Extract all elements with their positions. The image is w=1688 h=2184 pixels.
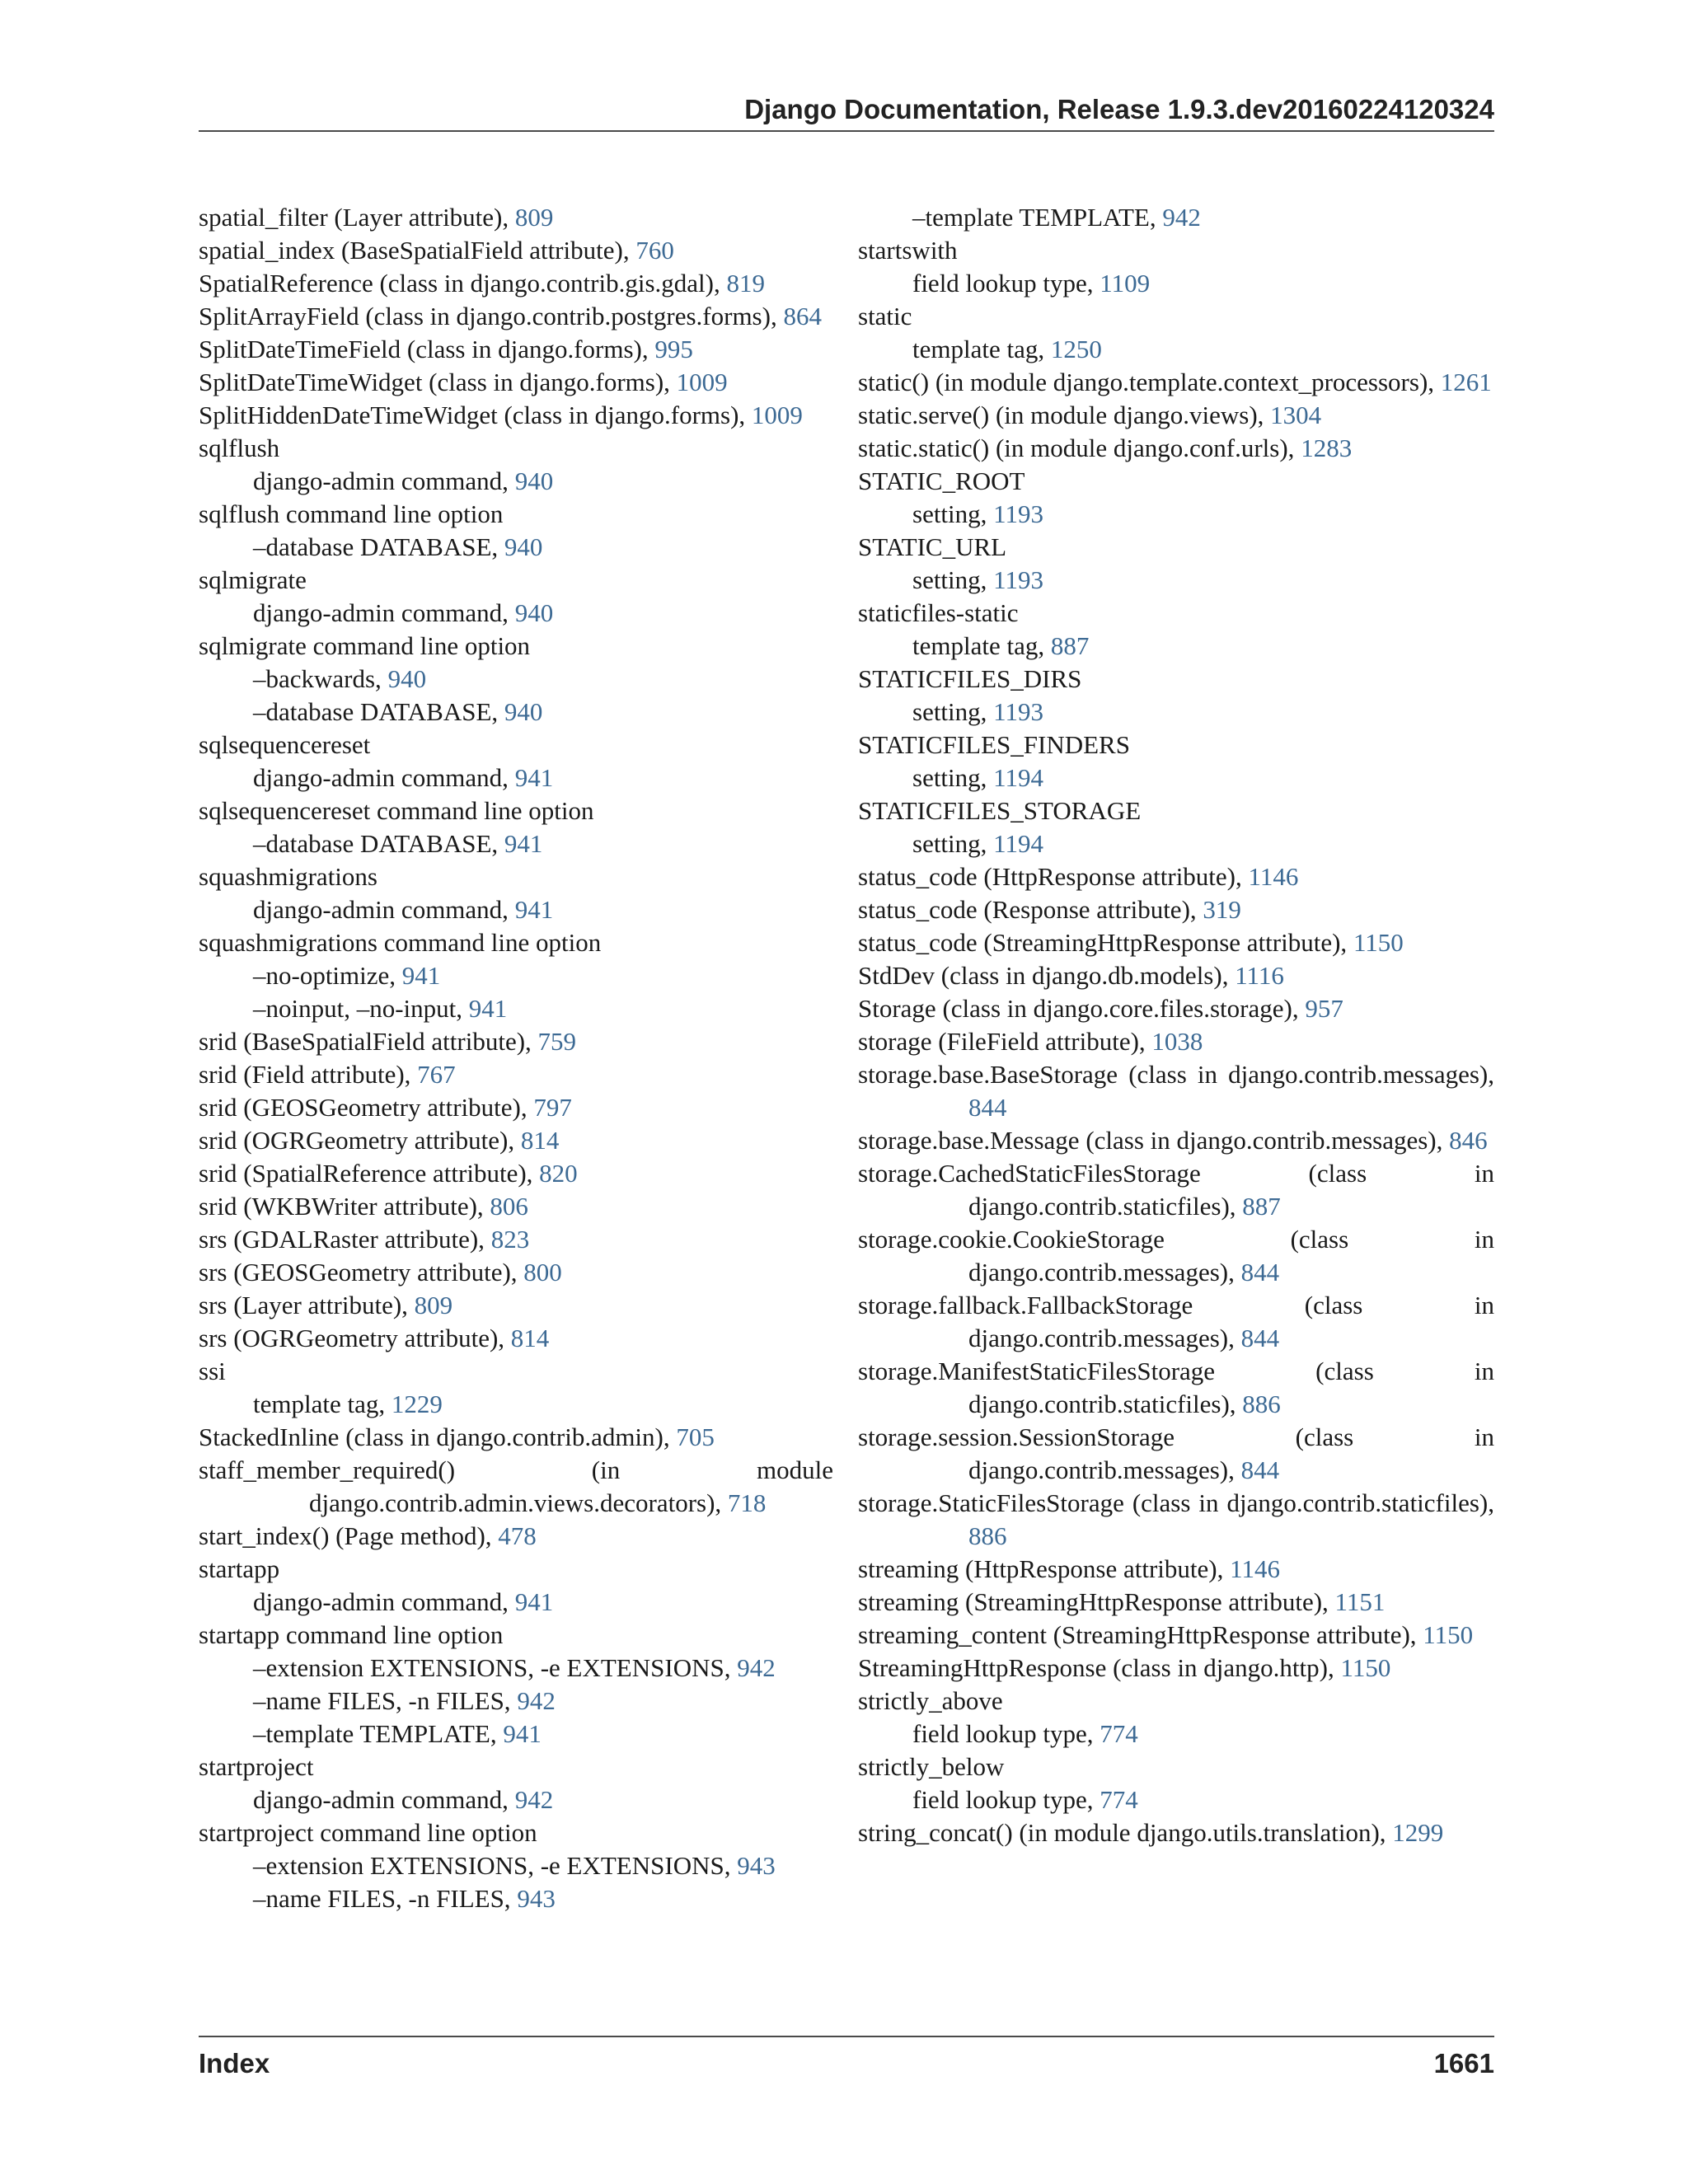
- page-number-link[interactable]: 1009: [676, 368, 728, 396]
- page-number-link[interactable]: 941: [468, 994, 508, 1023]
- page-number-link[interactable]: 814: [520, 1126, 560, 1155]
- page-number-link[interactable]: 759: [537, 1027, 577, 1056]
- page-number-link[interactable]: 1038: [1151, 1027, 1203, 1056]
- footer-page-number: 1661: [1433, 2048, 1494, 2079]
- index-entry: [199, 1025, 833, 1058]
- index-term: sqlflush command line option: [199, 499, 504, 528]
- index-term: django-admin command,: [253, 763, 515, 792]
- index-term: sqlmigrate command line option: [199, 631, 531, 660]
- index-entry: [858, 1652, 1494, 1685]
- index-term: storage.fallback.FallbackStorage (class in django.contrib.messages),: [858, 1291, 1494, 1352]
- index-term: status_code (StreamingHttpResponse attribute),: [858, 928, 1353, 957]
- index-entry: [199, 564, 833, 597]
- index-entry: [858, 1025, 1494, 1058]
- index-term: static() (in module django.template.context_processors),: [858, 368, 1441, 396]
- index-term: STATICFILES_STORAGE: [858, 796, 1142, 825]
- index-subentry: [858, 1783, 1494, 1816]
- index-term: setting,: [912, 697, 994, 726]
- index-entry: [199, 1124, 833, 1157]
- index-subentry: [199, 1783, 833, 1816]
- index-subentry: [199, 762, 833, 794]
- page-number-link[interactable]: 941: [401, 961, 441, 990]
- page-number-link[interactable]: 1304: [1270, 401, 1322, 429]
- index-term: status_code (HttpResponse attribute),: [858, 862, 1249, 891]
- index-term: srs (OGRGeometry attribute),: [199, 1324, 511, 1352]
- index-subentry: [199, 992, 833, 1025]
- index-term: STATIC_ROOT: [858, 466, 1025, 495]
- index-entry: [199, 1256, 833, 1289]
- index-term: setting,: [912, 499, 994, 528]
- index-entry: [199, 1750, 833, 1783]
- index-term: streaming_content (StreamingHttpResponse attribute),: [858, 1620, 1423, 1649]
- page-number-link[interactable]: 814: [510, 1324, 550, 1352]
- index-subentry: [199, 465, 833, 498]
- index-subentry: [199, 696, 833, 729]
- page-number-link[interactable]: 809: [514, 203, 554, 232]
- index-entry: [199, 1619, 833, 1652]
- index-term: storage.cookie.CookieStorage (class in django.contrib.messages),: [858, 1225, 1494, 1286]
- index-entry: [858, 1487, 1494, 1553]
- index-column-right: [858, 201, 1494, 1849]
- index-entry: [858, 1223, 1494, 1289]
- page-number-link[interactable]: 718: [727, 1488, 767, 1517]
- index-term: staff_member_required() (in module django.contrib.admin.views.decorators),: [199, 1455, 833, 1517]
- page-number-link[interactable]: 1299: [1392, 1818, 1444, 1847]
- index-term: srid (SpatialReference attribute),: [199, 1159, 540, 1188]
- index-term: storage.CachedStaticFilesStorage (class in django.contrib.staticfiles),: [858, 1159, 1494, 1221]
- page-number-link[interactable]: 1193: [993, 499, 1044, 528]
- page-number-link[interactable]: 942: [737, 1653, 776, 1682]
- index-term: setting,: [912, 829, 994, 858]
- index-entry: [858, 465, 1494, 498]
- index-entry: [858, 234, 1494, 267]
- index-entry: [858, 399, 1494, 432]
- index-entry: [858, 959, 1494, 992]
- index-entry: [199, 860, 833, 893]
- index-entry: [199, 1289, 833, 1322]
- index-term: sqlflush: [199, 434, 280, 462]
- page-number-link[interactable]: 941: [514, 1587, 554, 1616]
- page-number-link[interactable]: 943: [737, 1851, 776, 1880]
- index-entry: [858, 992, 1494, 1025]
- index-subentry: [858, 827, 1494, 860]
- index-term: –noinput, –no-input,: [253, 994, 469, 1023]
- index-entry: [858, 1058, 1494, 1124]
- page-number-link[interactable]: 942: [1162, 203, 1201, 232]
- page-number-link[interactable]: 1250: [1050, 335, 1102, 363]
- index-entry: [858, 597, 1494, 630]
- index-entry: [858, 663, 1494, 696]
- index-term: template tag,: [912, 335, 1051, 363]
- page-number-link[interactable]: 844: [1240, 1324, 1280, 1352]
- index-term: StdDev (class in django.db.models),: [858, 961, 1236, 990]
- page-number-link[interactable]: 1116: [1235, 961, 1284, 990]
- index-term: STATIC_URL: [858, 532, 1007, 561]
- index-term: sqlsequencereset: [199, 730, 371, 759]
- index-term: –extension EXTENSIONS, -e EXTENSIONS,: [253, 1653, 738, 1682]
- index-term: srid (GEOSGeometry attribute),: [199, 1093, 534, 1122]
- page-number-link[interactable]: 1146: [1230, 1554, 1280, 1583]
- index-entry: [199, 1454, 833, 1520]
- page-number-link[interactable]: 844: [1240, 1258, 1280, 1286]
- index-term: –template TEMPLATE,: [253, 1719, 504, 1748]
- index-entry: [858, 1685, 1494, 1718]
- index-term: SplitDateTimeField (class in django.forms),: [199, 335, 655, 363]
- index-entry: [858, 1586, 1494, 1619]
- index-term: field lookup type,: [912, 269, 1100, 298]
- page-number-link[interactable]: 941: [503, 1719, 542, 1748]
- index-entry: [858, 1124, 1494, 1157]
- page-number-link[interactable]: 319: [1203, 895, 1241, 924]
- index-term: sqlmigrate: [199, 565, 307, 594]
- page-number-link[interactable]: 942: [514, 1785, 554, 1814]
- index-subentry: [858, 267, 1494, 300]
- index-term: django-admin command,: [253, 1785, 515, 1814]
- index-entry: [858, 1553, 1494, 1586]
- page-number-link[interactable]: 1193: [993, 697, 1044, 726]
- index-term: strictly_above: [858, 1686, 1003, 1715]
- index-term: startapp: [199, 1554, 280, 1583]
- index-term: srs (Layer attribute),: [199, 1291, 415, 1319]
- index-term: storage (FileField attribute),: [858, 1027, 1152, 1056]
- index-entry: [199, 366, 833, 399]
- index-entry: [858, 366, 1494, 399]
- index-subentry: [858, 498, 1494, 531]
- index-entry: [858, 432, 1494, 465]
- index-entry: [199, 1520, 833, 1553]
- page-number-link[interactable]: 943: [517, 1884, 556, 1913]
- page-number-link[interactable]: 1261: [1440, 368, 1492, 396]
- page-number-link[interactable]: 1194: [993, 829, 1044, 858]
- index-term: field lookup type,: [912, 1719, 1100, 1748]
- page-number-link[interactable]: 760: [635, 236, 674, 265]
- index-subentry: [858, 1718, 1494, 1750]
- page-number-link[interactable]: 820: [539, 1159, 578, 1188]
- index-entry: [858, 926, 1494, 959]
- index-entry: [858, 300, 1494, 333]
- page-number-link[interactable]: 1283: [1301, 434, 1353, 462]
- page-number-link[interactable]: 800: [523, 1258, 562, 1286]
- index-entry: [199, 201, 833, 234]
- index-entry: [199, 399, 833, 432]
- index-subentry: [858, 630, 1494, 663]
- page-number-link[interactable]: 774: [1100, 1785, 1138, 1814]
- page-number-link[interactable]: 806: [490, 1192, 528, 1221]
- index-entry: [858, 1816, 1494, 1849]
- index-subentry: [199, 1718, 833, 1750]
- page-number-link[interactable]: 941: [514, 763, 554, 792]
- index-term: spatial_filter (Layer attribute),: [199, 203, 515, 232]
- index-term: squashmigrations command line option: [199, 928, 602, 957]
- index-term: field lookup type,: [912, 1785, 1100, 1814]
- page-number-link[interactable]: 767: [417, 1060, 456, 1089]
- index-term: –name FILES, -n FILES,: [253, 1884, 518, 1913]
- index-entry: [199, 729, 833, 762]
- page-number-link[interactable]: 797: [533, 1093, 572, 1122]
- index-term: srs (GDALRaster attribute),: [199, 1225, 491, 1254]
- index-entry: [858, 1289, 1494, 1355]
- index-term: STATICFILES_FINDERS: [858, 730, 1130, 759]
- page-number-link[interactable]: 940: [504, 532, 543, 561]
- index-subentry: [199, 1685, 833, 1718]
- index-subentry: [858, 201, 1494, 234]
- index-entry: [858, 729, 1494, 762]
- index-entry: [199, 1157, 833, 1190]
- index-term: startproject command line option: [199, 1818, 537, 1847]
- index-term: –database DATABASE,: [253, 697, 504, 726]
- index-term: –database DATABASE,: [253, 532, 504, 561]
- index-entry: [199, 333, 833, 366]
- page-number-link[interactable]: 846: [1449, 1126, 1488, 1155]
- index-column-left: [199, 201, 833, 1915]
- index-entry: [858, 860, 1494, 893]
- index-term: STATICFILES_DIRS: [858, 664, 1082, 693]
- page-number-link[interactable]: 1151: [1334, 1587, 1386, 1616]
- index-term: spatial_index (BaseSpatialField attribute),: [199, 236, 636, 265]
- index-term: string_concat() (in module django.utils.translation),: [858, 1818, 1393, 1847]
- page-number-link[interactable]: 1009: [751, 401, 803, 429]
- page-number-link[interactable]: 844: [968, 1093, 1007, 1122]
- index-entry: [858, 531, 1494, 564]
- index-subentry: [199, 959, 833, 992]
- page-number-link[interactable]: 774: [1100, 1719, 1138, 1748]
- index-subentry: [199, 1586, 833, 1619]
- page-number-link[interactable]: 844: [1240, 1455, 1280, 1484]
- running-footer: [199, 2036, 1494, 2090]
- page-number-link[interactable]: 478: [498, 1521, 537, 1550]
- page-number-link[interactable]: 957: [1305, 994, 1343, 1023]
- index-term: srid (BaseSpatialField attribute),: [199, 1027, 538, 1056]
- page-number-link[interactable]: 941: [504, 829, 543, 858]
- index-entry: [858, 1157, 1494, 1223]
- index-term: static.serve() (in module django.views),: [858, 401, 1271, 429]
- index-subentry: [858, 696, 1494, 729]
- index-term: srid (WKBWriter attribute),: [199, 1192, 490, 1221]
- index-entry: [199, 1322, 833, 1355]
- index-term: static: [858, 302, 912, 330]
- index-term: template tag,: [253, 1390, 392, 1418]
- page-number-link[interactable]: 1109: [1100, 269, 1151, 298]
- page-number-link[interactable]: 887: [1050, 631, 1090, 660]
- index-entry: [199, 630, 833, 663]
- index-term: srid (Field attribute),: [199, 1060, 418, 1089]
- page-number-link[interactable]: 1193: [993, 565, 1044, 594]
- index-subentry: [199, 531, 833, 564]
- index-term: –template TEMPLATE,: [912, 203, 1163, 232]
- index-entry: [858, 1355, 1494, 1421]
- index-entry: [199, 926, 833, 959]
- index-subentry: [199, 597, 833, 630]
- index-entry: [858, 794, 1494, 827]
- page-number-link[interactable]: 809: [414, 1291, 453, 1319]
- page-number-link[interactable]: 1194: [993, 763, 1044, 792]
- index-term: –backwards,: [253, 664, 388, 693]
- index-subentry: [199, 663, 833, 696]
- page-number-link[interactable]: 887: [1242, 1192, 1281, 1221]
- index-entry: [199, 300, 833, 333]
- index-entry: [199, 267, 833, 300]
- index-term: Storage (class in django.core.files.storage),: [858, 994, 1306, 1023]
- index-entry: [199, 1421, 833, 1454]
- index-term: startproject: [199, 1752, 314, 1781]
- index-entry: [199, 1816, 833, 1849]
- page-number-link[interactable]: 942: [517, 1686, 556, 1715]
- index-entry: [199, 234, 833, 267]
- index-term: django-admin command,: [253, 466, 515, 495]
- index-term: –database DATABASE,: [253, 829, 504, 858]
- index-entry: [858, 1619, 1494, 1652]
- index-term: static.static() (in module django.conf.urls),: [858, 434, 1301, 462]
- index-subentry: [858, 564, 1494, 597]
- index-term: start_index() (Page method),: [199, 1521, 499, 1550]
- page-number-link[interactable]: 995: [654, 335, 693, 363]
- index-entry: [858, 1750, 1494, 1783]
- index-subentry: [858, 762, 1494, 794]
- index-term: setting,: [912, 565, 994, 594]
- page-number-link[interactable]: 823: [490, 1225, 530, 1254]
- index-term: srs (GEOSGeometry attribute),: [199, 1258, 524, 1286]
- index-entry: [199, 1223, 833, 1256]
- index-term: setting,: [912, 763, 994, 792]
- page-number-link[interactable]: 1150: [1340, 1653, 1391, 1682]
- index-subentry: [199, 1388, 833, 1421]
- header-title: Django Documentation, Release 1.9.3.dev20160224120324: [744, 94, 1494, 124]
- page-number-link[interactable]: 940: [504, 697, 543, 726]
- index-entry: [199, 794, 833, 827]
- page-number-link[interactable]: 886: [968, 1521, 1007, 1550]
- index-term: streaming (HttpResponse attribute),: [858, 1554, 1231, 1583]
- index-term: storage.base.BaseStorage (class in django.contrib.messages),: [858, 1060, 1494, 1089]
- index-term: StreamingHttpResponse (class in django.http),: [858, 1653, 1341, 1682]
- index-term: SplitHiddenDateTimeWidget (class in django.forms),: [199, 401, 752, 429]
- index-term: SplitArrayField (class in django.contrib.postgres.forms),: [199, 302, 784, 330]
- index-entry: [199, 1355, 833, 1388]
- index-term: template tag,: [912, 631, 1051, 660]
- index-term: storage.session.SessionStorage (class in django.contrib.messages),: [858, 1422, 1494, 1484]
- index-entry: [199, 432, 833, 465]
- index-entry: [199, 498, 833, 531]
- index-term: SpatialReference (class in django.contrib.gis.gdal),: [199, 269, 727, 298]
- index-subentry: [199, 827, 833, 860]
- index-term: StackedInline (class in django.contrib.admin),: [199, 1422, 677, 1451]
- index-subentry: [858, 333, 1494, 366]
- index-term: staticfiles-static: [858, 598, 1019, 627]
- running-header: [199, 89, 1494, 132]
- page-number-link[interactable]: 1150: [1353, 928, 1404, 957]
- page-number-link[interactable]: 705: [676, 1422, 715, 1451]
- page-number-link[interactable]: 1150: [1423, 1620, 1474, 1649]
- index-term: storage.ManifestStaticFilesStorage (class in django.contrib.staticfiles),: [858, 1357, 1494, 1418]
- page-number-link[interactable]: 886: [1242, 1390, 1281, 1418]
- index-term: –no-optimize,: [253, 961, 402, 990]
- index-term: srid (OGRGeometry attribute),: [199, 1126, 521, 1155]
- index-term: startapp command line option: [199, 1620, 504, 1649]
- index-term: squashmigrations: [199, 862, 377, 891]
- index-entry: [858, 893, 1494, 926]
- index-entry: [199, 1553, 833, 1586]
- index-term: ssi: [199, 1357, 226, 1385]
- page-number-link[interactable]: 1229: [391, 1390, 443, 1418]
- footer-section-title: Index: [199, 2048, 270, 2079]
- index-subentry: [199, 1652, 833, 1685]
- index-term: django-admin command,: [253, 598, 515, 627]
- index-term: django-admin command,: [253, 895, 515, 924]
- page-number-link[interactable]: 940: [514, 466, 554, 495]
- index-entry: [199, 1058, 833, 1091]
- index-term: sqlsequencereset command line option: [199, 796, 594, 825]
- index-term: status_code (Response attribute),: [858, 895, 1203, 924]
- page-number-link[interactable]: 864: [783, 302, 822, 330]
- index-entry: [858, 1421, 1494, 1487]
- page-number-link[interactable]: 940: [387, 664, 427, 693]
- index-term: django-admin command,: [253, 1587, 515, 1616]
- page-number-link[interactable]: 819: [726, 269, 765, 298]
- index-entry: [199, 1190, 833, 1223]
- index-term: –name FILES, -n FILES,: [253, 1686, 518, 1715]
- index-entry: [199, 1091, 833, 1124]
- index-term: startswith: [858, 236, 958, 265]
- page-number-link[interactable]: 940: [514, 598, 554, 627]
- index-term: storage.base.Message (class in django.contrib.messages),: [858, 1126, 1450, 1155]
- index-subentry: [199, 893, 833, 926]
- index-term: strictly_below: [858, 1752, 1005, 1781]
- index-subentry: [199, 1882, 833, 1915]
- page-number-link[interactable]: 941: [514, 895, 554, 924]
- page-number-link[interactable]: 1146: [1248, 862, 1299, 891]
- index-term: storage.StaticFilesStorage (class in django.contrib.staticfiles),: [858, 1488, 1494, 1517]
- index-term: streaming (StreamingHttpResponse attribute),: [858, 1587, 1335, 1616]
- index-term: SplitDateTimeWidget (class in django.forms),: [199, 368, 677, 396]
- index-term: –extension EXTENSIONS, -e EXTENSIONS,: [253, 1851, 738, 1880]
- index-subentry: [199, 1849, 833, 1882]
